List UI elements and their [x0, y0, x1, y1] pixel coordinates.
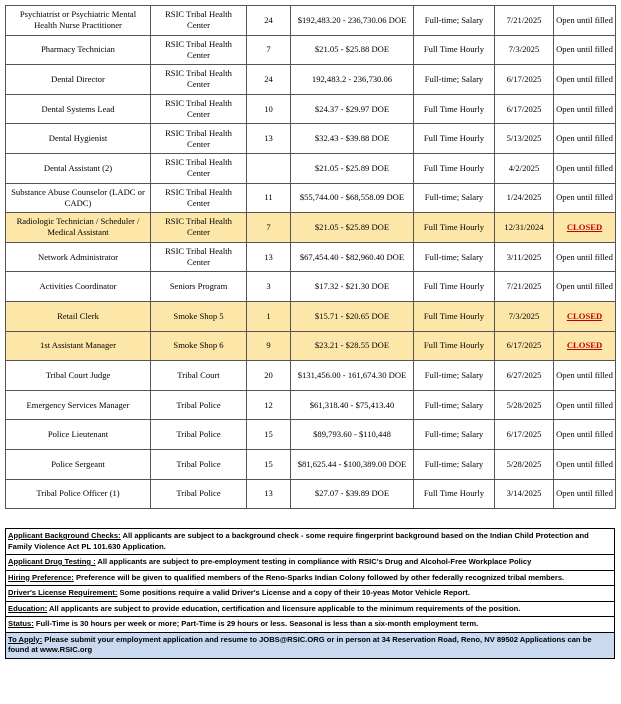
employment-type-cell: Full Time Hourly	[414, 94, 495, 124]
posted-date-cell: 6/17/2025	[495, 420, 554, 450]
employment-type-cell: Full Time Hourly	[414, 301, 495, 331]
status-cell: Open until filled	[554, 272, 616, 302]
posted-date-cell: 6/27/2025	[495, 361, 554, 391]
employment-type-cell: Full Time Hourly	[414, 479, 495, 509]
salary-range-cell: $192,483.20 - 236,730.06 DOE	[291, 6, 414, 36]
employment-type-cell: Full-time; Salary	[414, 183, 495, 213]
employment-type-cell: Full-time; Salary	[414, 449, 495, 479]
status-cell: Open until filled	[554, 479, 616, 509]
status-cell: Open until filled	[554, 449, 616, 479]
posted-date-cell: 1/24/2025	[495, 183, 554, 213]
job-row	[6, 420, 616, 450]
job-row	[6, 242, 616, 272]
closed-status-label: CLOSED	[566, 310, 603, 321]
posted-date-cell: 7/3/2025	[495, 35, 554, 65]
job-row	[6, 331, 616, 361]
grade-cell: 13	[247, 479, 291, 509]
employment-type-cell: Full-time; Salary	[414, 242, 495, 272]
grade-cell: 3	[247, 272, 291, 302]
employment-type-cell: Full-time; Salary	[414, 6, 495, 36]
department-cell: Seniors Program	[151, 272, 247, 302]
job-title-cell: Radiologic Technician / Scheduler / Medical Assistant	[6, 213, 151, 243]
job-title-cell: Psychiatrist or Psychiatric Mental Health Nurse Practitioner	[6, 6, 151, 36]
job-title-cell: Dental Director	[6, 65, 151, 95]
drivers-license-note: Driver's License Requirement: Some positions require a valid Driver's License and a copy of their 10-yeas Motor Vehicle Report.	[6, 586, 614, 602]
department-cell: Tribal Police	[151, 479, 247, 509]
status-note: Status: Full-Time is 30 hours per week or more; Part-Time is 29 hours or less. Seasonal is less than a six-month employment term.	[6, 617, 614, 633]
job-title-cell: Dental Assistant (2)	[6, 153, 151, 183]
grade-cell: 11	[247, 183, 291, 213]
job-row	[6, 65, 616, 95]
salary-range-cell: $15.71 - $20.65 DOE	[291, 301, 414, 331]
grade-cell: 13	[247, 124, 291, 154]
employment-type-cell: Full Time Hourly	[414, 124, 495, 154]
apply-note[interactable]: To Apply: Please submit your employment application and resume to JOBS@RSIC.ORG or in person at 34 Reservation Road, Reno, NV 89502 Applications can be found at www.RSIC.org	[6, 633, 614, 658]
grade-cell: 7	[247, 213, 291, 243]
posted-date-cell: 12/31/2024	[495, 213, 554, 243]
grade-cell: 24	[247, 65, 291, 95]
job-title-cell: Substance Abuse Counselor (LADC or CADC)	[6, 183, 151, 213]
job-title-cell: Dental Systems Lead	[6, 94, 151, 124]
job-row	[6, 361, 616, 391]
department-cell: RSIC Tribal Health Center	[151, 153, 247, 183]
status-cell	[554, 331, 616, 361]
posted-date-cell: 7/21/2025	[495, 6, 554, 36]
posted-date-cell: 6/17/2025	[495, 65, 554, 95]
closed-status-label: CLOSED	[566, 221, 603, 232]
job-title-cell: Emergency Services Manager	[6, 390, 151, 420]
status-cell: Open until filled	[554, 124, 616, 154]
status-cell: Open until filled	[554, 153, 616, 183]
job-row	[6, 213, 616, 243]
salary-range-cell: $21.05 - $25.89 DOE	[291, 213, 414, 243]
status-cell: Open until filled	[554, 242, 616, 272]
job-title-cell: Dental Hygienist	[6, 124, 151, 154]
job-row	[6, 124, 616, 154]
job-row	[6, 153, 616, 183]
job-title-cell: Network Administrator	[6, 242, 151, 272]
job-row	[6, 301, 616, 331]
status-cell: Open until filled	[554, 390, 616, 420]
job-row	[6, 6, 616, 36]
grade-cell: 15	[247, 420, 291, 450]
department-cell: RSIC Tribal Health Center	[151, 124, 247, 154]
job-title-cell: Tribal Court Judge	[6, 361, 151, 391]
department-cell: Tribal Police	[151, 420, 247, 450]
job-title-cell: Retail Clerk	[6, 301, 151, 331]
job-title-cell: Activities Coordinator	[6, 272, 151, 302]
department-cell: RSIC Tribal Health Center	[151, 94, 247, 124]
posted-date-cell: 6/17/2025	[495, 331, 554, 361]
status-cell	[554, 301, 616, 331]
job-title-cell: Police Lieutenant	[6, 420, 151, 450]
salary-range-cell: $27.07 - $39.89 DOE	[291, 479, 414, 509]
grade-cell: 24	[247, 6, 291, 36]
posted-date-cell: 3/11/2025	[495, 242, 554, 272]
department-cell: Smoke Shop 6	[151, 331, 247, 361]
salary-range-cell: $131,456.00 - 161,674.30 DOE	[291, 361, 414, 391]
employment-type-cell: Full Time Hourly	[414, 153, 495, 183]
department-cell: RSIC Tribal Health Center	[151, 6, 247, 36]
grade-cell	[247, 153, 291, 183]
department-cell: RSIC Tribal Health Center	[151, 242, 247, 272]
salary-range-cell: $67,454.40 - $82,960.40 DOE	[291, 242, 414, 272]
drug-testing-note: Applicant Drug Testing : All applicants are subject to pre-employment testing in compliance with RSIC's Drug and Alcohol-Free Workplace Policy	[6, 555, 614, 571]
grade-cell: 10	[247, 94, 291, 124]
salary-range-cell: $21.05 - $25.89 DOE	[291, 153, 414, 183]
salary-range-cell: $24.37 - $29.97 DOE	[291, 94, 414, 124]
salary-range-cell: $32.43 - $39.88 DOE	[291, 124, 414, 154]
department-cell: RSIC Tribal Health Center	[151, 183, 247, 213]
job-row	[6, 272, 616, 302]
department-cell: Smoke Shop 5	[151, 301, 247, 331]
employment-type-cell: Full-time; Salary	[414, 65, 495, 95]
job-title-cell: Police Sergeant	[6, 449, 151, 479]
job-row	[6, 479, 616, 509]
grade-cell: 7	[247, 35, 291, 65]
posted-date-cell: 7/21/2025	[495, 272, 554, 302]
job-listings-table	[5, 5, 616, 509]
status-cell: Open until filled	[554, 6, 616, 36]
salary-range-cell: $55,744.00 - $68,558.09 DOE	[291, 183, 414, 213]
salary-range-cell: $81,625.44 - $100,389.00 DOE	[291, 449, 414, 479]
job-title-cell: 1st Assistant Manager	[6, 331, 151, 361]
grade-cell: 9	[247, 331, 291, 361]
employment-type-cell: Full Time Hourly	[414, 331, 495, 361]
department-cell: Tribal Court	[151, 361, 247, 391]
grade-cell: 13	[247, 242, 291, 272]
status-cell: Open until filled	[554, 420, 616, 450]
salary-range-cell: $21.05 - $25.88 DOE	[291, 35, 414, 65]
applicant-notes	[5, 528, 615, 659]
job-row	[6, 94, 616, 124]
grade-cell: 15	[247, 449, 291, 479]
department-cell: RSIC Tribal Health Center	[151, 35, 247, 65]
employment-type-cell: Full-time; Salary	[414, 390, 495, 420]
posted-date-cell: 4/2/2025	[495, 153, 554, 183]
hiring-preference-note: Hiring Preference: Preference will be given to qualified members of the Reno-Sparks Indian Colony followed by other federally recognized tribal members.	[6, 571, 614, 587]
job-row	[6, 390, 616, 420]
status-cell	[554, 213, 616, 243]
employment-type-cell: Full-time; Salary	[414, 420, 495, 450]
grade-cell: 20	[247, 361, 291, 391]
employment-type-cell: Full Time Hourly	[414, 213, 495, 243]
status-cell: Open until filled	[554, 94, 616, 124]
department-cell: RSIC Tribal Health Center	[151, 213, 247, 243]
posted-date-cell: 5/28/2025	[495, 390, 554, 420]
job-title-cell: Pharmacy Technician	[6, 35, 151, 65]
salary-range-cell: $17.32 - $21.30 DOE	[291, 272, 414, 302]
job-row	[6, 449, 616, 479]
posted-date-cell: 7/3/2025	[495, 301, 554, 331]
posted-date-cell: 5/28/2025	[495, 449, 554, 479]
status-cell: Open until filled	[554, 65, 616, 95]
background-check-note: Applicant Background Checks: All applicants are subject to a background check - some require fingerprint background based on the Indian Child Protection and Family Violence Act PL 101.630 Application.	[6, 529, 614, 555]
posted-date-cell: 6/17/2025	[495, 94, 554, 124]
job-title-cell: Tribal Police Officer (1)	[6, 479, 151, 509]
department-cell: Tribal Police	[151, 390, 247, 420]
salary-range-cell: 192,483.2 - 236,730.06	[291, 65, 414, 95]
posted-date-cell: 3/14/2025	[495, 479, 554, 509]
employment-type-cell: Full-time; Salary	[414, 361, 495, 391]
posted-date-cell: 5/13/2025	[495, 124, 554, 154]
grade-cell: 1	[247, 301, 291, 331]
employment-type-cell: Full Time Hourly	[414, 35, 495, 65]
salary-range-cell: $61,318.40 - $75,413.40	[291, 390, 414, 420]
status-cell: Open until filled	[554, 361, 616, 391]
status-cell: Open until filled	[554, 183, 616, 213]
education-note: Education: All applicants are subject to provide education, certification and licensure applicable to the minimum requirements of the position.	[6, 602, 614, 618]
grade-cell: 12	[247, 390, 291, 420]
employment-type-cell: Full Time Hourly	[414, 272, 495, 302]
department-cell: RSIC Tribal Health Center	[151, 65, 247, 95]
job-row	[6, 183, 616, 213]
salary-range-cell: $23.21 - $28.55 DOE	[291, 331, 414, 361]
salary-range-cell: $89,793.60 - $110,448	[291, 420, 414, 450]
department-cell: Tribal Police	[151, 449, 247, 479]
job-row	[6, 35, 616, 65]
status-cell: Open until filled	[554, 35, 616, 65]
closed-status-label: CLOSED	[566, 340, 603, 351]
